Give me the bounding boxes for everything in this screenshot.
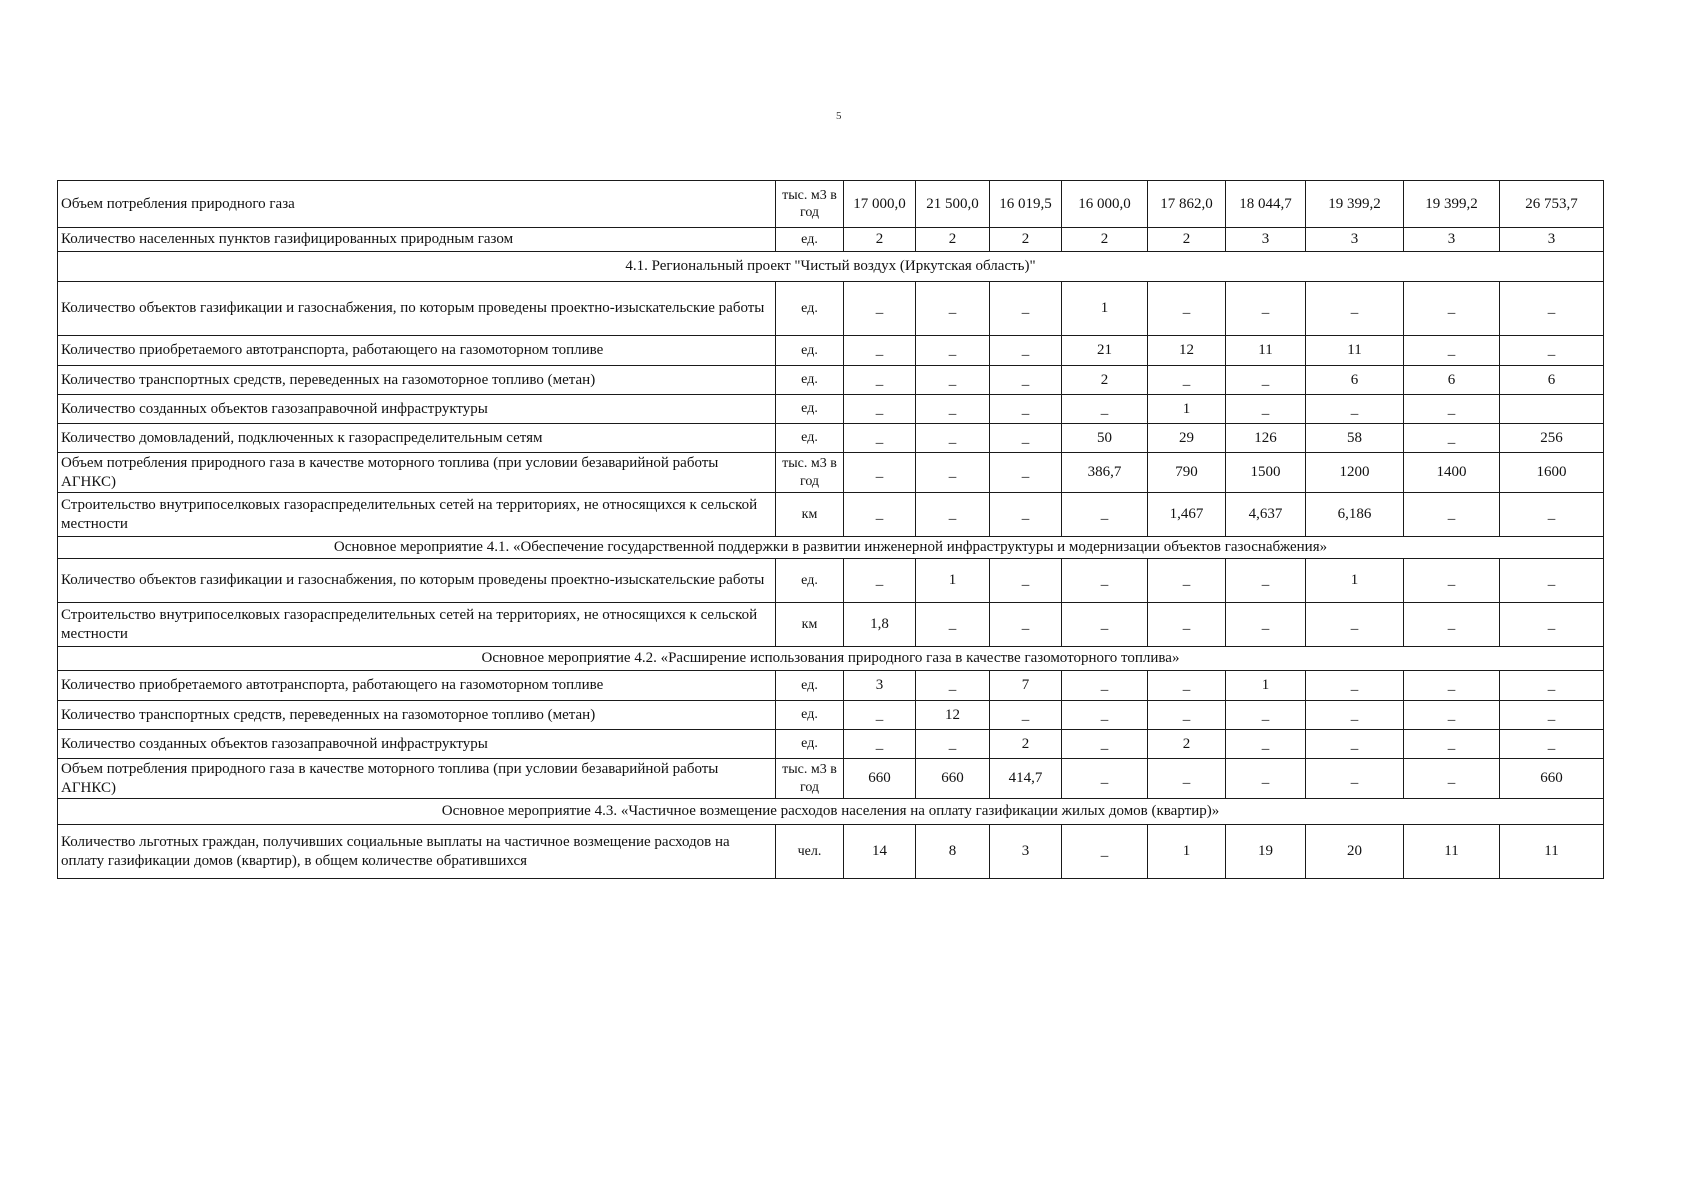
value-cell: _ (1226, 701, 1306, 730)
value-cell: 21 (1062, 336, 1148, 366)
value-cell: _ (990, 424, 1062, 453)
value-cell: 386,7 (1062, 453, 1148, 493)
table-row (58, 493, 1604, 537)
value-cell: _ (990, 395, 1062, 424)
table-row (58, 559, 1604, 603)
value-cell: 1 (1306, 559, 1404, 603)
value-cell: 16 019,5 (990, 181, 1062, 228)
value-cell: 2 (1148, 730, 1226, 759)
table-row (58, 395, 1604, 424)
value-cell: 20 (1306, 825, 1404, 879)
table-row (58, 366, 1604, 395)
indicator-label: Количество объектов газификации и газоснабжения, по которым проведены проектно-изыскательские работы (58, 282, 776, 336)
indicator-label: Объем потребления природного газа в качестве моторного топлива (при условии безаварийной работы АГНКС) (58, 453, 776, 493)
value-cell: _ (1306, 671, 1404, 701)
value-cell: _ (1226, 559, 1306, 603)
value-cell: _ (1148, 701, 1226, 730)
table-body (58, 181, 1604, 879)
indicator-label: Количество домовладений, подключенных к газораспределительным сетям (58, 424, 776, 453)
value-cell: 11 (1226, 336, 1306, 366)
value-cell: _ (1306, 603, 1404, 647)
value-cell: _ (844, 366, 916, 395)
table-row (58, 701, 1604, 730)
section-title: 4.1. Региональный проект "Чистый воздух (Иркутская область)" (58, 252, 1604, 282)
table-row (58, 825, 1604, 879)
value-cell: 1400 (1404, 453, 1500, 493)
value-cell: _ (916, 493, 990, 537)
section-header-row (58, 252, 1604, 282)
value-cell: 11 (1500, 825, 1604, 879)
table-row (58, 730, 1604, 759)
indicator-label: Количество приобретаемого автотранспорта, работающего на газомоторном топливе (58, 336, 776, 366)
value-cell: 8 (916, 825, 990, 879)
value-cell: 19 399,2 (1306, 181, 1404, 228)
value-cell: _ (990, 603, 1062, 647)
unit-cell: тыс. м3 в год (776, 759, 844, 799)
value-cell: _ (916, 603, 990, 647)
value-cell: 790 (1148, 453, 1226, 493)
value-cell: 6,186 (1306, 493, 1404, 537)
indicator-label: Строительство внутрипоселковых газораспределительных сетей на территориях, не относящихся к сельской местности (58, 603, 776, 647)
unit-cell: ед. (776, 282, 844, 336)
value-cell: 2 (1062, 366, 1148, 395)
value-cell: 1 (1148, 395, 1226, 424)
value-cell: _ (916, 730, 990, 759)
value-cell: _ (1226, 603, 1306, 647)
value-cell: _ (1500, 559, 1604, 603)
value-cell: 1500 (1226, 453, 1306, 493)
value-cell: _ (1404, 701, 1500, 730)
value-cell: _ (844, 336, 916, 366)
unit-cell: ед. (776, 671, 844, 701)
section-header-row (58, 799, 1604, 825)
table-row (58, 671, 1604, 701)
value-cell: _ (990, 336, 1062, 366)
value-cell: 17 862,0 (1148, 181, 1226, 228)
value-cell: _ (1148, 671, 1226, 701)
value-cell: _ (1226, 282, 1306, 336)
value-cell: _ (844, 453, 916, 493)
value-cell: _ (1500, 701, 1604, 730)
value-cell: 16 000,0 (1062, 181, 1148, 228)
section-title: Основное мероприятие 4.2. «Расширение использования природного газа в качестве газомоторного топлива» (58, 647, 1604, 671)
indicator-label: Количество льготных граждан, получивших социальные выплаты на частичное возмещение расходов на оплату газификации домов (квартир), в общем количестве обратившихся (58, 825, 776, 879)
value-cell: _ (1404, 336, 1500, 366)
unit-cell: чел. (776, 825, 844, 879)
unit-cell: ед. (776, 424, 844, 453)
unit-cell: тыс. м3 в год (776, 181, 844, 228)
value-cell: 1 (1148, 825, 1226, 879)
unit-cell: тыс. м3 в год (776, 453, 844, 493)
value-cell: 19 (1226, 825, 1306, 879)
value-cell: 14 (844, 825, 916, 879)
value-cell: 3 (1404, 228, 1500, 252)
value-cell: 1 (1226, 671, 1306, 701)
value-cell: _ (1404, 559, 1500, 603)
value-cell: 4,637 (1226, 493, 1306, 537)
unit-cell: км (776, 603, 844, 647)
indicator-label: Строительство внутрипоселковых газораспределительных сетей на территориях, не относящихся к сельской местности (58, 493, 776, 537)
value-cell: 11 (1306, 336, 1404, 366)
value-cell: _ (916, 366, 990, 395)
value-cell: _ (990, 366, 1062, 395)
value-cell: _ (844, 395, 916, 424)
value-cell: _ (916, 453, 990, 493)
value-cell: 1200 (1306, 453, 1404, 493)
table-row (58, 424, 1604, 453)
table-row (58, 603, 1604, 647)
value-cell: _ (1148, 759, 1226, 799)
table-row (58, 453, 1604, 493)
value-cell: _ (1226, 759, 1306, 799)
value-cell: 660 (844, 759, 916, 799)
value-cell: 29 (1148, 424, 1226, 453)
value-cell: _ (1404, 282, 1500, 336)
value-cell: 2 (1062, 228, 1148, 252)
value-cell: 1 (1062, 282, 1148, 336)
value-cell: _ (1306, 282, 1404, 336)
value-cell: 1 (916, 559, 990, 603)
value-cell: _ (1062, 671, 1148, 701)
section-title: Основное мероприятие 4.3. «Частичное возмещение расходов населения на оплату газификации жилых домов (квартир)» (58, 799, 1604, 825)
value-cell: _ (1500, 336, 1604, 366)
value-cell: _ (1148, 559, 1226, 603)
value-cell: _ (1226, 366, 1306, 395)
value-cell: _ (990, 701, 1062, 730)
value-cell: 7 (990, 671, 1062, 701)
indicator-label: Количество населенных пунктов газифицированных природным газом (58, 228, 776, 252)
value-cell: 3 (1306, 228, 1404, 252)
value-cell: _ (1062, 825, 1148, 879)
value-cell: 21 500,0 (916, 181, 990, 228)
value-cell: 26 753,7 (1500, 181, 1604, 228)
value-cell: _ (1148, 282, 1226, 336)
value-cell: 1,8 (844, 603, 916, 647)
value-cell: _ (1500, 493, 1604, 537)
value-cell: 50 (1062, 424, 1148, 453)
value-cell: _ (990, 493, 1062, 537)
section-title: Основное мероприятие 4.1. «Обеспечение государственной поддержки в развитии инженерной инфраструктуры и модернизации объектов газоснабжения» (58, 537, 1604, 559)
unit-cell: ед. (776, 366, 844, 395)
value-cell: _ (844, 730, 916, 759)
value-cell: _ (916, 282, 990, 336)
unit-cell: ед. (776, 395, 844, 424)
value-cell: 1,467 (1148, 493, 1226, 537)
section-header-row (58, 647, 1604, 671)
value-cell: _ (990, 453, 1062, 493)
value-cell: _ (844, 282, 916, 336)
value-cell: 660 (916, 759, 990, 799)
value-cell: _ (1306, 730, 1404, 759)
value-cell: 3 (1500, 228, 1604, 252)
table-row (58, 181, 1604, 228)
value-cell: _ (1404, 603, 1500, 647)
value-cell: 256 (1500, 424, 1604, 453)
value-cell: 6 (1404, 366, 1500, 395)
value-cell: _ (1062, 730, 1148, 759)
unit-cell: ед. (776, 228, 844, 252)
value-cell: _ (1404, 493, 1500, 537)
table-row (58, 336, 1604, 366)
value-cell: 17 000,0 (844, 181, 916, 228)
value-cell: 58 (1306, 424, 1404, 453)
value-cell: 3 (1226, 228, 1306, 252)
value-cell: 2 (916, 228, 990, 252)
value-cell: _ (1500, 603, 1604, 647)
value-cell: _ (1226, 730, 1306, 759)
section-header-row (58, 537, 1604, 559)
indicator-label: Количество транспортных средств, переведенных на газомоторное топливо (метан) (58, 366, 776, 395)
value-cell: 19 399,2 (1404, 181, 1500, 228)
indicator-label: Количество созданных объектов газозаправочной инфраструктуры (58, 730, 776, 759)
value-cell: _ (844, 559, 916, 603)
indicator-label: Объем потребления природного газа (58, 181, 776, 228)
indicator-label: Объем потребления природного газа в качестве моторного топлива (при условии безаварийной работы АГНКС) (58, 759, 776, 799)
value-cell: _ (1062, 395, 1148, 424)
value-cell: _ (916, 336, 990, 366)
unit-cell: ед. (776, 730, 844, 759)
value-cell: _ (1404, 759, 1500, 799)
table-row (58, 759, 1604, 799)
value-cell: 2 (990, 730, 1062, 759)
value-cell: 12 (916, 701, 990, 730)
value-cell: _ (1062, 493, 1148, 537)
value-cell: _ (1062, 603, 1148, 647)
value-cell: _ (1404, 395, 1500, 424)
indicator-label: Количество созданных объектов газозаправочной инфраструктуры (58, 395, 776, 424)
unit-cell: ед. (776, 701, 844, 730)
unit-cell: ед. (776, 559, 844, 603)
table-row (58, 228, 1604, 252)
value-cell: _ (844, 493, 916, 537)
value-cell: 3 (990, 825, 1062, 879)
value-cell: _ (1500, 730, 1604, 759)
value-cell: 6 (1500, 366, 1604, 395)
value-cell: _ (1062, 759, 1148, 799)
value-cell: 12 (1148, 336, 1226, 366)
value-cell: _ (916, 424, 990, 453)
value-cell: 3 (844, 671, 916, 701)
value-cell: _ (1306, 395, 1404, 424)
value-cell: _ (844, 701, 916, 730)
indicator-label: Количество транспортных средств, переведенных на газомоторное топливо (метан) (58, 701, 776, 730)
value-cell: _ (916, 395, 990, 424)
unit-cell: км (776, 493, 844, 537)
indicators-table (57, 180, 1604, 879)
value-cell (1500, 395, 1604, 424)
value-cell: _ (1226, 395, 1306, 424)
value-cell: _ (1500, 671, 1604, 701)
value-cell: 1600 (1500, 453, 1604, 493)
value-cell: 2 (990, 228, 1062, 252)
value-cell: 11 (1404, 825, 1500, 879)
value-cell: _ (1306, 759, 1404, 799)
value-cell: _ (990, 282, 1062, 336)
value-cell: 18 044,7 (1226, 181, 1306, 228)
value-cell: 2 (844, 228, 916, 252)
value-cell: _ (916, 671, 990, 701)
table-row (58, 282, 1604, 336)
value-cell: _ (1404, 424, 1500, 453)
indicator-label: Количество приобретаемого автотранспорта, работающего на газомоторном топливе (58, 671, 776, 701)
value-cell: _ (1500, 282, 1604, 336)
unit-cell: ед. (776, 336, 844, 366)
indicator-label: Количество объектов газификации и газоснабжения, по которым проведены проектно-изыскательские работы (58, 559, 776, 603)
value-cell: 660 (1500, 759, 1604, 799)
value-cell: _ (844, 424, 916, 453)
page-number: 5 (836, 110, 842, 122)
value-cell: 2 (1148, 228, 1226, 252)
value-cell: 126 (1226, 424, 1306, 453)
value-cell: _ (1062, 559, 1148, 603)
value-cell: _ (1148, 366, 1226, 395)
value-cell: _ (1306, 701, 1404, 730)
value-cell: _ (1062, 701, 1148, 730)
value-cell: _ (1148, 603, 1226, 647)
value-cell: _ (990, 559, 1062, 603)
value-cell: _ (1404, 730, 1500, 759)
value-cell: 6 (1306, 366, 1404, 395)
value-cell: _ (1404, 671, 1500, 701)
value-cell: 414,7 (990, 759, 1062, 799)
